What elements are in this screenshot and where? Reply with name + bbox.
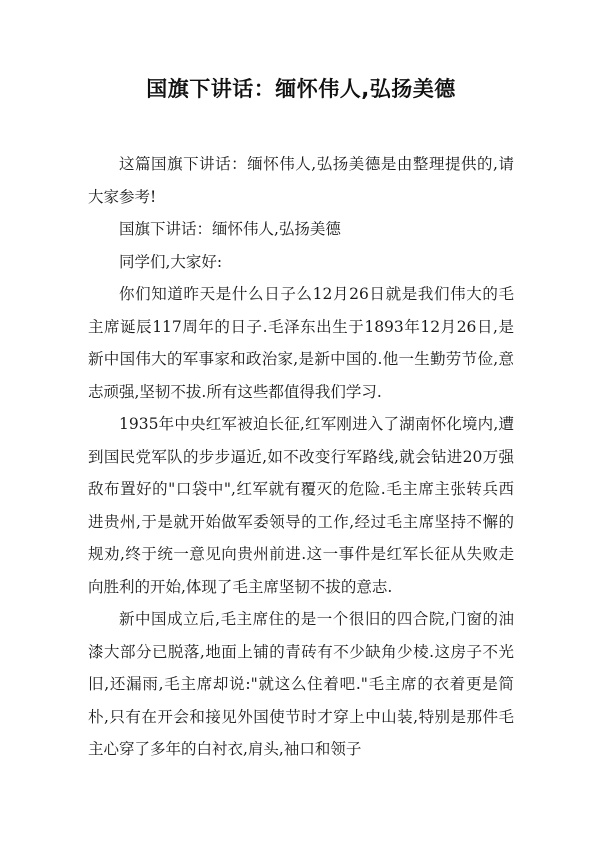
greeting-paragraph: 同学们,大家好: xyxy=(119,252,223,271)
body-paragraph: 新中国成立后,毛主席住的是一个很旧的四合院,门窗的油漆大部分已脱落,地面上铺的青砖有不少缺角少棱.这房子不光旧,还漏雨,毛主席却说:"就这么住着吧."毛主席的衣着更是简朴,只有在开会和接见外国使节时才穿上中山装,特别是那件毛主心穿了多年的白衬衣,肩头,袖口和领子 xyxy=(88,610,514,758)
body-paragraph: 1935年中央红军被迫长征,红军刚进入了湖南怀化境内,遭到国民党军队的步步逼近,如不改变行军路线,就会钻进20万强敌布置好的"口袋中",红军就有覆灭的危险.毛主席主张转兵西进贵州,于是就开始做军委领导的工作,经过毛主席坚持不懈的规劝,终于统一意见向贵州前进.这一事件是红军长征从失败走向胜利的开始,体现了毛主席坚韧不拔的意志. xyxy=(88,415,514,596)
document-title: 国旗下讲话：缅怀伟人,弘扬美德 xyxy=(146,77,456,101)
intro-paragraph: 这篇国旗下讲话：缅怀伟人,弘扬美德是由整理提供的,请大家参考! xyxy=(88,155,514,206)
subtitle-paragraph: 国旗下讲话：缅怀伟人,弘扬美德 xyxy=(119,220,341,238)
body-paragraph: 你们知道昨天是什么日子么12月26日就是我们伟大的毛主席诞辰117周年的日子.毛泽东出生于1893年12月26日,是新中国伟大的军事家和政治家,是新中国的.他一生勤劳节俭,意志顽强,坚韧不拔.所有这些都值得我们学习. xyxy=(88,285,514,401)
